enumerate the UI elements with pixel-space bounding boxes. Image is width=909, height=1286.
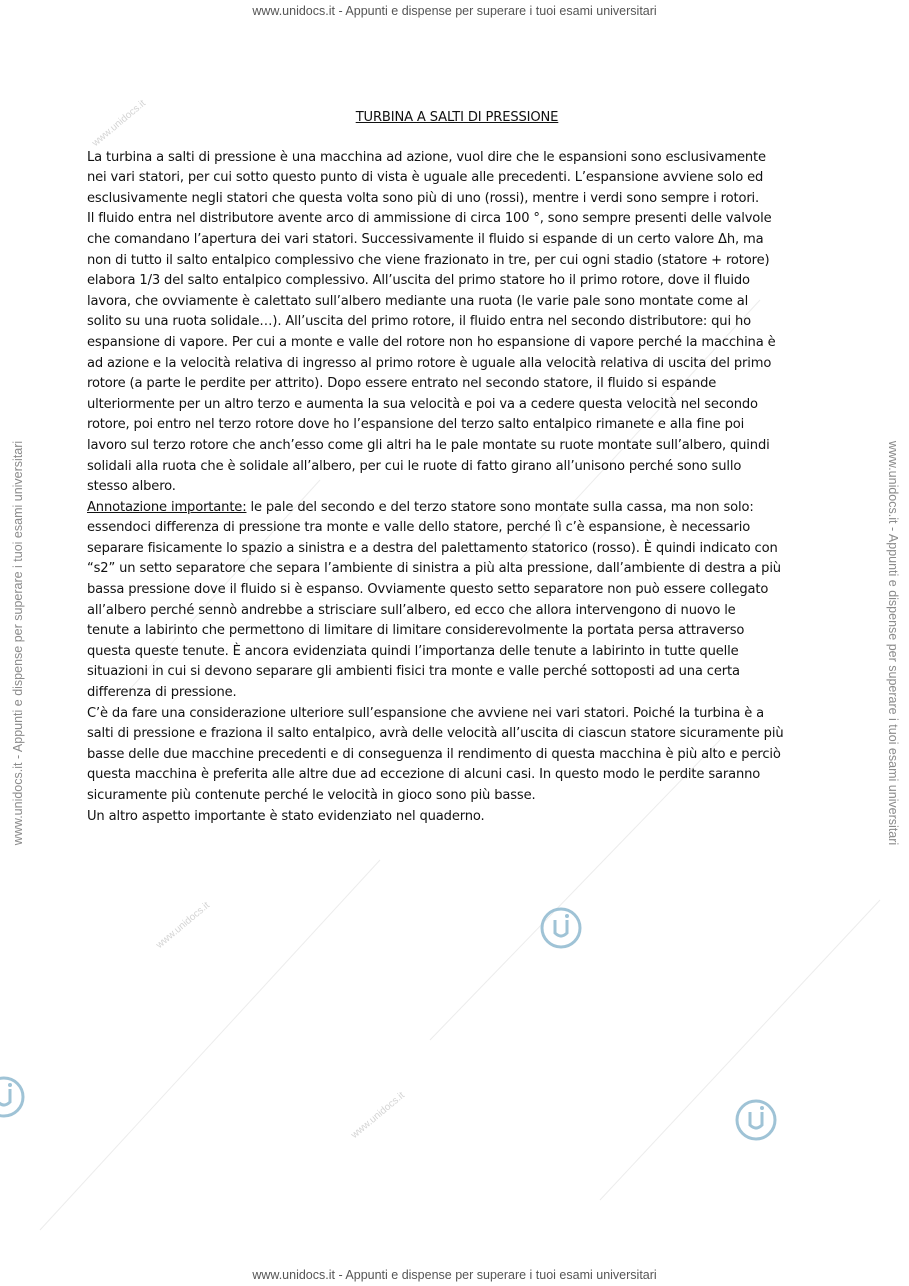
watermark-right: www.unidocs.it - Appunti e dispense per superare i tuoi esami universitari — [886, 440, 900, 846]
text-line: C’è da fare una considerazione ulteriore sull’espansione che avviene nei vari statori. Poiché la turbina è a — [87, 705, 764, 721]
text-line: ad azione e la velocità relativa di ingresso al primo rotore è uguale alla velocità relativa di uscita del primo — [87, 355, 772, 371]
text-line: ulteriormente per un altro terzo e aumenta la sua velocità e poi va a cedere questa velocità nel secondo — [87, 396, 758, 412]
text-line: espansione di vapore. Per cui a monte e valle del rotore non ho espansione di vapore perché la macchina è — [87, 334, 776, 350]
document-body — [87, 108, 827, 827]
text-line: non di tutto il salto entalpico complessivo che viene frazionato in tre, per cui ogni stadio (statore + rotore) — [87, 252, 770, 268]
text-line: sicuramente più contenute perché le velocità in gioco sono più basse. — [87, 788, 536, 803]
text-line: Il fluido entra nel distributore avente arco di ammissione di circa 100 °, sono sempre presenti delle valvole — [87, 211, 772, 227]
text-line: situazioni in cui si devono separare gli ambienti fisici tra monte e valle perché sottoposti ad una certa — [87, 664, 740, 680]
watermark-footer: www.unidocs.it - Appunti e dispense per superare i tuoi esami universitari — [252, 1268, 657, 1282]
paragraph-intro — [87, 148, 827, 498]
text-line: lavoro sul terzo rotore che anch’esso come gli altri ha le pale montate su ruote montate sull’albero, quindi — [87, 437, 770, 453]
watermark-left: www.unidocs.it - Appunti e dispense per superare i tuoi esami universitari — [11, 440, 25, 846]
annotation-first-text: le pale del secondo e del terzo statore sono montate sulla cassa, ma non solo: — [246, 499, 754, 515]
unidocs-logo-icon — [0, 1078, 23, 1116]
paragraph-annotation — [87, 498, 827, 704]
text-line: che comandano l’apertura dei vari statori. Successivamente il fluido si espande di un certo valore Δh, ma — [87, 231, 764, 247]
text-line: stesso albero. — [87, 479, 176, 495]
paragraph-consideration — [87, 704, 827, 828]
annotation-first-line — [87, 498, 827, 519]
text-line: bassa pressione dove il fluido si è espanso. Ovviamente questo setto separatore non può essere collegato — [87, 582, 769, 598]
text-line: rotore, poi entro nel terzo rotore dove ho l’espansione del terzo salto entalpico rimanete e alla fine poi — [87, 417, 745, 433]
watermark-diagonal: www.unidocs.it — [90, 98, 148, 149]
text-line: elabora 1/3 del salto entalpico complessivo. All’uscita del primo statore ho il primo rotore, dove il fluido — [87, 273, 750, 289]
text-line: basse delle due macchine precedenti e di conseguenza il rendimento di questa macchina è più alto e perciò — [87, 746, 781, 762]
text-line: rotore (a parte le perdite per attrito). Dopo essere entrato nel secondo statore, il fluido si espande — [87, 376, 717, 392]
text-line: La turbina a salti di pressione è una macchina ad azione, vuol dire che le espansioni sono esclusivamente — [87, 149, 766, 165]
text-line: salti di pressione e fraziona il salto entalpico, avrà delle velocità all’uscita di ciascun statore sicuramente più — [87, 726, 784, 742]
text-line: lavora, che ovviamente è calettato sull’albero mediante una ruota (le varie pale sono montate come al — [87, 293, 749, 309]
text-line: essendoci differenza di pressione tra monte e valle dello statore, perché lì c’è espansione, è necessario — [87, 520, 751, 536]
text-line: nei vari statori, per cui sotto questo punto di vista è uguale alle precedenti. L’espansione avviene solo ed — [87, 170, 764, 186]
watermark-diagonal: www.unidocs.it — [349, 1090, 407, 1141]
text-line: “s2” un setto separatore che separa l’ambiente di sinistra a più alta pressione, dall’ambiente di destra a più — [87, 561, 781, 577]
document-title: TURBINA A SALTI DI PRESSIONE — [355, 110, 559, 125]
text-line: solito su una ruota solidale…). All’uscita del primo rotore, il fluido entra nel secondo distributore: qui ho — [87, 314, 751, 330]
annotation-label: Annotazione importante: — [87, 499, 247, 515]
watermark-header: www.unidocs.it - Appunti e dispense per superare i tuoi esami universitari — [252, 4, 657, 18]
unidocs-logo-icon — [737, 1101, 775, 1139]
text-line: Un altro aspetto importante è stato evidenziato nel quaderno. — [87, 808, 485, 824]
text-line: all’albero perché sennò andrebbe a strisciare sull’albero, ed ecco che allora intervengono di nuovo le — [87, 602, 736, 618]
text-line: differenza di pressione. — [87, 685, 237, 701]
text-line: questa queste tenute. È ancora evidenziata quindi l’importanza delle tenute a labirinto in tutte quelle — [87, 643, 739, 659]
text-line: separare fisicamente lo spazio a sinistra e a destra del palettamento statorico (rosso). È quindi indicato con — [87, 540, 778, 556]
text-line: tenute a labirinto che permettono di limitare di limitare considerevolmente la portata persa attraverso — [87, 623, 745, 639]
text-line: questa macchina è preferita alle altre due ad eccezione di alcuni casi. In questo modo le perdite saranno — [87, 767, 761, 783]
text-line: solidali alla ruota che è solidale all’albero, per cui le ruote di fatto girano all’unisono perché sono sullo — [87, 458, 742, 474]
text-line: esclusivamente negli statori che questa volta sono più di uno (rossi), mentre i verdi sono sempre i rotori. — [87, 190, 760, 206]
watermark-diagonal: www.unidocs.it — [154, 900, 212, 951]
unidocs-logo-icon — [542, 909, 580, 947]
